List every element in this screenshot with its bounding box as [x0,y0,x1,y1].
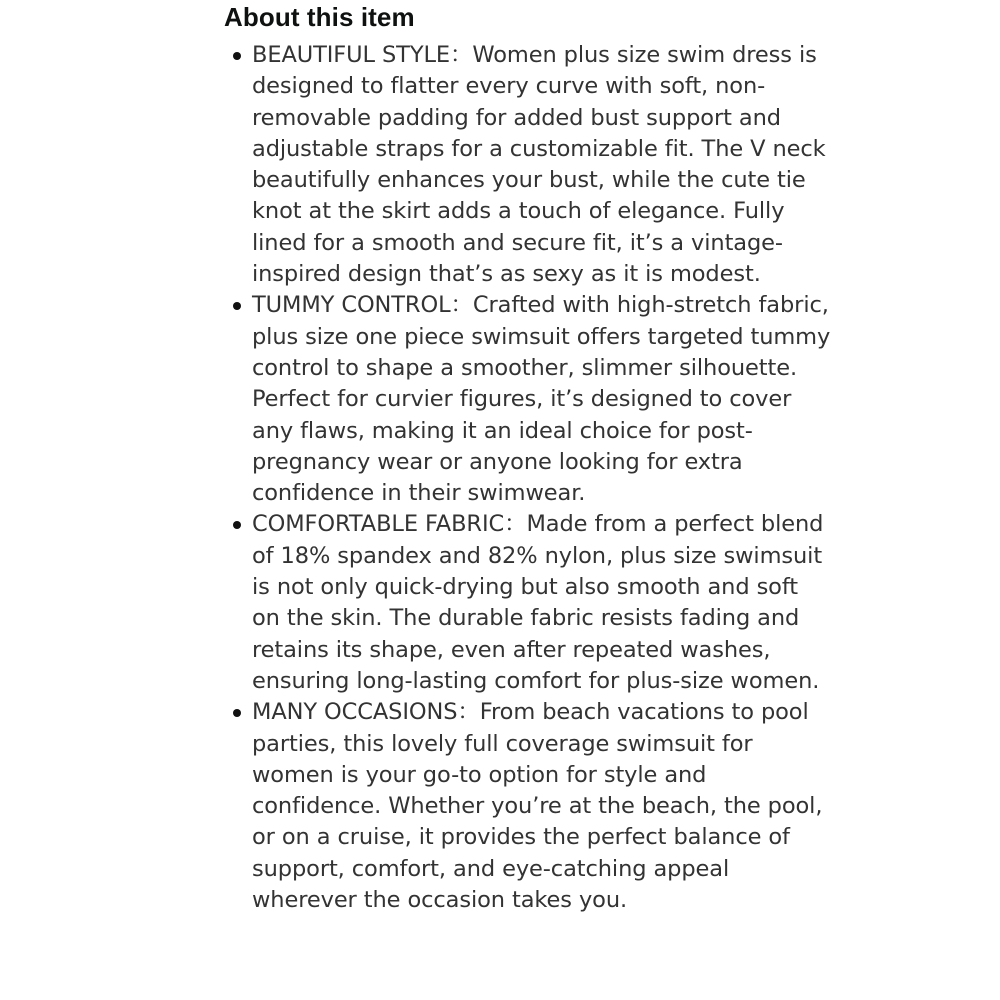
feature-bullet-text: MANY OCCASIONS：From beach vacations to pool parties, this lovely full coverage swimsuit for women is your go-to option for style and confidence. Whether you’re at the beach, the pool, or on a cruise, it provides the perfect balance of support, comfort, and eye-catching appeal wherever the occasion takes you. [252,699,823,914]
section-title: About this item [224,2,415,32]
feature-bullet-text: TUMMY CONTROL：Crafted with high-stretch fabric, plus size one piece swimsuit offers targeted tummy control to shape a smoother, slimmer silhouette. Perfect for curvier figures, it’s designed to cover any flaws, making it an ideal choice for post-pregnancy wear or anyone looking for extra confidence in their swimwear. [252,292,831,507]
bullet-dot-icon [233,302,241,310]
bullet-dot-icon [233,521,241,529]
feature-bullet-text: COMFORTABLE FABRIC：Made from a perfect blend of 18% spandex and 82% nylon, plus size swimsuit is not only quick-drying but also smooth and soft on the skin. The durable fabric resists fading and retains its shape, even after repeated washes, ensuring long-lasting comfort for plus-size women. [252,511,824,694]
feature-bullet [224,40,832,290]
bullet-dot-icon [233,709,241,717]
bullet-dot-icon [233,52,241,60]
feature-bullet [224,290,832,509]
feature-bullet [224,509,832,697]
feature-bullet-list [224,40,844,916]
about-this-item-section [224,0,844,916]
feature-bullet [224,697,832,916]
feature-bullet-text: BEAUTIFUL STYLE：Women plus size swim dress is designed to flatter every curve with soft, non-removable padding for added bust support and adjustable straps for a customizable fit. The V neck beautifully enhances your bust, while the cute tie knot at the skirt adds a touch of elegance. Fully lined for a smooth and secure fit, it’s a vintage-inspired design that’s as sexy as it is modest. [252,42,826,288]
